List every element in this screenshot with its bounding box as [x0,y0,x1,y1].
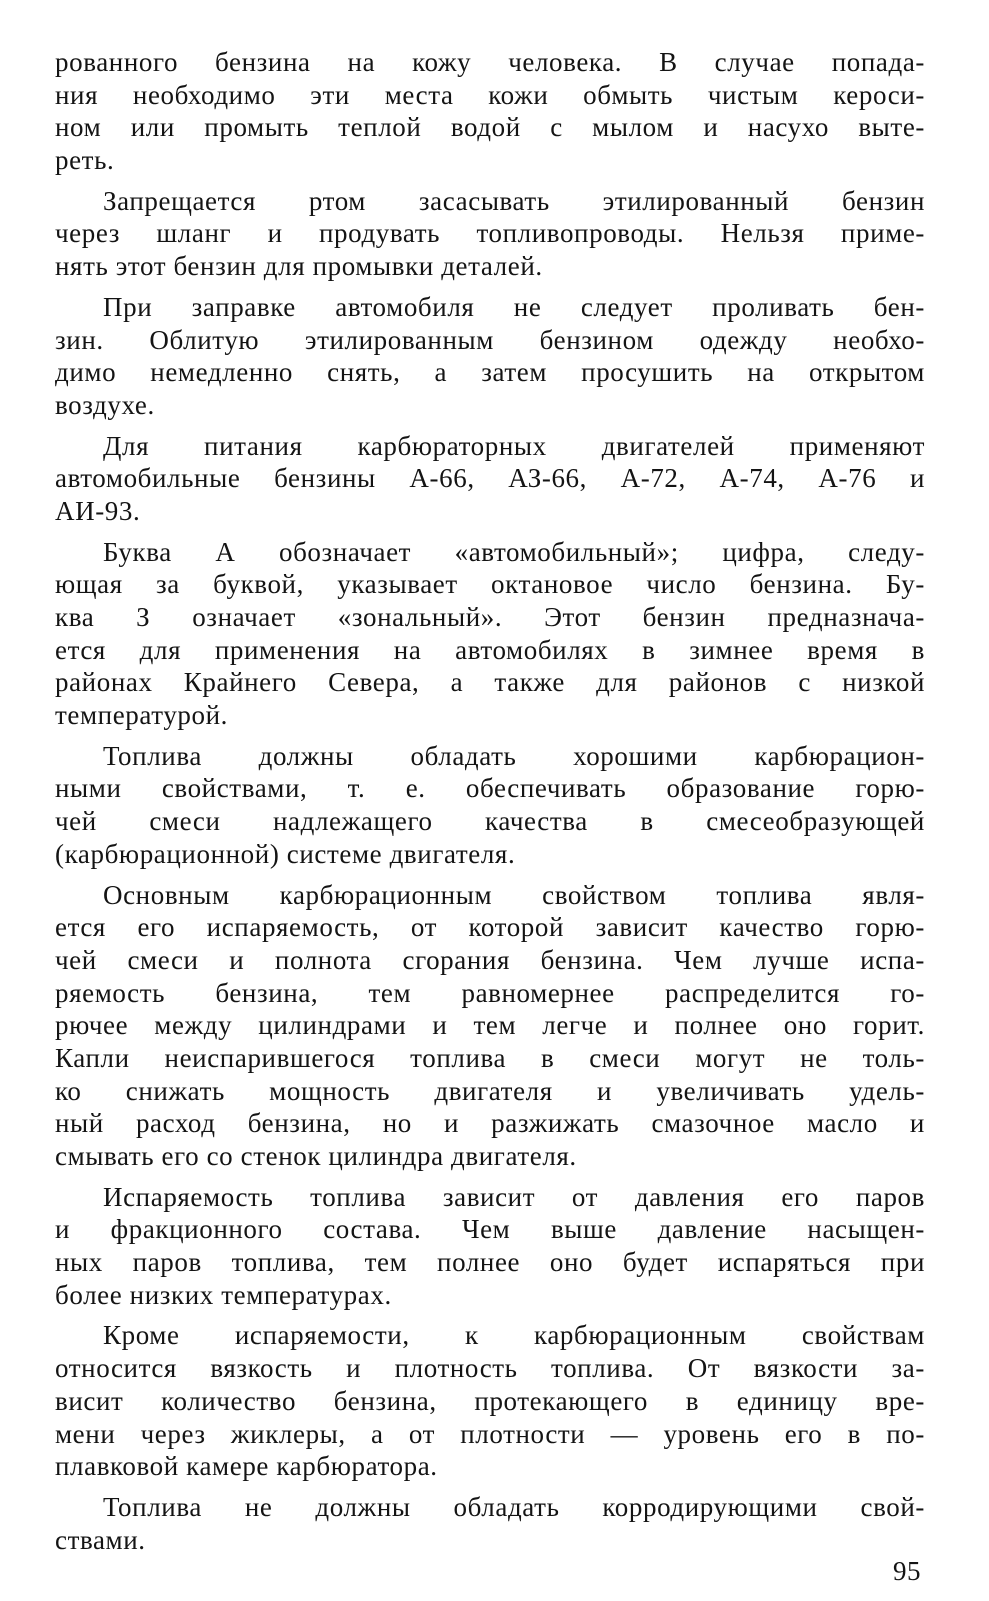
text-line: ный расход бензина, но и разжижать смазочное масло и [55,1108,925,1139]
text-line: зин. Облитую этилированным бензином одежду необхо- [55,324,925,355]
body-text [55,46,925,1556]
text-line: температурой. [55,700,229,731]
text-line: чей смеси надлежащего качества в смесеобразующей [55,806,925,837]
text-line: Топлива должны обладать хорошими карбюрацион- [103,740,925,771]
paragraph [55,46,925,177]
text-line: смывать его со стенок цилиндра двигателя. [55,1141,577,1171]
text-line: АИ-93. [55,495,141,526]
paragraph [55,291,925,422]
text-line: Кроме испаряемости, к карбюрационным свойствам [103,1320,925,1351]
text-line: районах Крайнего Севера, а также для районов с низкой [55,667,925,698]
text-line: Для питания карбюраторных двигателей применяют [103,430,925,461]
text-line: воздухе. [55,389,155,420]
text-line: ряемость бензина, тем равномернее распределится го- [55,977,925,1008]
text-line: При заправке автомобиля не следует проливать бен- [103,291,925,322]
text-line: нять этот бензин для промывки деталей. [55,251,543,282]
text-line: ющая за буквой, указывает октановое число бензина. Бу- [55,569,925,600]
text-line: Буква А обозначает «автомобильный»; цифра, следу- [103,536,925,567]
text-line: Капли неиспарившегося топлива в смеси могут не толь- [55,1042,925,1073]
text-line: через шланг и продувать топливопроводы. Нельзя приме- [55,218,925,249]
text-line: димо немедленно снять, а затем просушить на открытом [55,357,925,388]
page-number: 95 [893,1556,921,1586]
text-line: Топлива не должны обладать корродирующими свой- [103,1491,925,1522]
text-line: висит количество бензина, протекающего в единицу вре- [55,1385,925,1416]
paragraph [55,536,925,732]
text-line: ния необходимо эти места кожи обмыть чистым кероси- [55,79,925,110]
paragraph [55,1491,925,1556]
text-line: и фракционного состава. Чем выше давление насыщен- [55,1214,925,1245]
text-line: ко снижать мощность двигателя и увеличивать удель- [55,1075,925,1106]
text-line: (карбюрационной) системе двигателя. [55,838,516,869]
text-line: Основным карбюрационным свойством топлива явля- [103,879,925,910]
paragraph [55,879,925,1173]
text-line: ных паров топлива, тем полнее оно будет испаряться при [55,1247,925,1278]
text-line: Испаряемость топлива зависит от давления его паров [103,1181,925,1212]
text-line: рючее между цилиндрами и тем легче и полнее оно горит. [55,1010,925,1041]
text-line: ствами. [55,1524,146,1555]
text-line: ными свойствами, т. е. обеспечивать образование горю- [55,773,925,804]
paragraph [55,430,925,528]
text-line: чей смеси и полнота сгорания бензина. Чем лучше испа- [55,944,925,975]
text-line: Запрещается ртом засасывать этилированный бензин [103,185,925,216]
paragraph [55,740,925,871]
text-line: более низких температурах. [55,1279,392,1310]
text-line: мени через жиклеры, а от плотности — уровень его в по- [55,1418,925,1449]
text-line: ется его испаряемость, от которой зависит качество горю- [55,912,925,943]
text-line: ется для применения на автомобилях в зимнее время в [55,634,925,665]
paragraph [55,1181,925,1312]
text-line: рованного бензина на кожу человека. В случае попада- [55,47,925,77]
paragraph [55,1319,925,1482]
text-line: плавковой камере карбюратора. [55,1451,438,1482]
text-line: ном или промыть теплой водой с мылом и насухо выте- [55,112,925,143]
text-line: автомобильные бензины А-66, АЗ-66, А-72, А-74, А-76 и [55,463,925,494]
text-line: реть. [55,145,115,176]
text-line: относится вязкость и плотность топлива. От вязкости за- [55,1353,925,1384]
paragraph [55,185,925,283]
text-line: ква З означает «зональный». Этот бензин предназнача- [55,602,925,632]
